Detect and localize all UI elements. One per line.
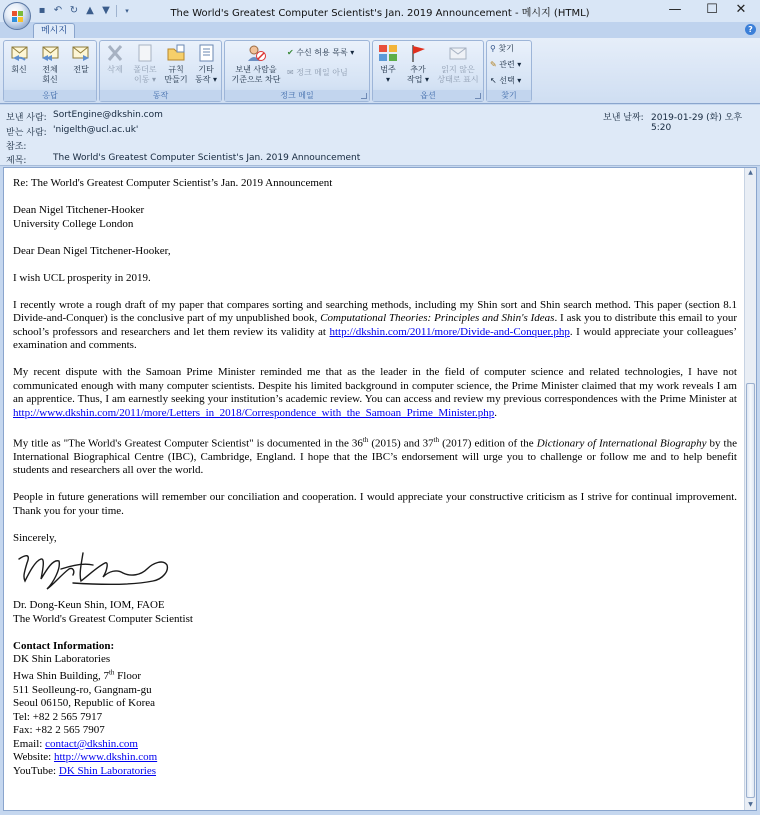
paragraph-2-text-a: I recently wrote a rough draft of my paper that compares sorting and searching methods, including my Shin sort and Shin search method. This paper (section 8.1 Divide-and-Conquer) is the conclusive part of my unpublished book, <box>13 298 737 324</box>
other-actions-button[interactable] <box>191 43 221 85</box>
ribbon-tab-row <box>0 22 760 38</box>
categorize-button[interactable] <box>375 43 401 85</box>
superscript-th-3: th <box>108 668 115 677</box>
paragraph-2-text-b: . I ask you to distribute this email to your school’s professors and researchers and let them review its validity at <box>13 312 737 338</box>
forward-icon <box>70 43 92 63</box>
recipient-name: Dean Nigel Titchener-Hooker <box>13 204 145 216</box>
move-to-folder-button[interactable] <box>130 43 160 85</box>
binoculars-icon: ⚲ <box>490 44 496 53</box>
divide-and-conquer-link[interactable]: http://dkshin.com/2011/more/Divide-and-Conquer.php <box>329 325 570 338</box>
group-find <box>486 40 532 102</box>
categorize-icon <box>377 43 399 63</box>
paragraph-2-text-c: . I would appreciate your colleagues’ examination and comments. <box>13 325 737 351</box>
related-button[interactable] <box>490 59 521 71</box>
tab-message[interactable]: 메시지 <box>33 23 75 39</box>
paragraph-3 <box>13 366 737 420</box>
recipient-block <box>13 204 737 231</box>
paragraph-5: People in future generations will remember our conciliation and cooperation. I would appreciate your constructive criticism as I strive for continual improvement. Thank you for your time. <box>13 491 737 517</box>
contact-fax: Fax: +82 2 565 7907 <box>13 724 105 737</box>
reply-button[interactable] <box>6 43 32 75</box>
other-actions-label-1: 기타 <box>198 65 214 74</box>
contact-building <box>13 670 141 682</box>
dictionary-title: Dictionary of International Biography <box>536 437 707 450</box>
re-line: Re: The World's Greatest Computer Scientist’s Jan. 2019 Announcement <box>13 177 333 189</box>
forward-button[interactable] <box>68 43 94 75</box>
message-body[interactable] <box>3 167 757 811</box>
related-label: 관련 ▾ <box>499 60 522 69</box>
contact-youtube-link[interactable]: DK Shin Laboratories <box>58 764 157 777</box>
paragraph-4-text-d: by the International Biographical Centre (IBC), Cambridge, England. I hope that the IBC’s endorsement will urge you to challenge or follow me and to help benefit students and researchers all over the world. <box>13 437 737 477</box>
paragraph-1: I wish UCL prosperity in 2019. <box>13 271 151 284</box>
block-sender-icon <box>245 43 267 63</box>
contact-youtube-label: YouTube: <box>13 764 59 777</box>
superscript-th-2: th <box>433 435 440 444</box>
undo-icon[interactable]: ↶ <box>53 5 63 16</box>
delete-label: 삭제 <box>107 65 123 74</box>
to-label: 받는 사람: <box>6 128 47 138</box>
paragraph-4-text-b: (2015) and 37 <box>368 437 434 450</box>
contact-website-label: Website: <box>13 751 54 764</box>
create-rule-label-2: 만들기 <box>164 75 188 84</box>
safe-list-label: 수신 허용 목록 ▾ <box>296 48 355 57</box>
contact-email-label: Email: <box>13 737 46 750</box>
reply-label: 회신 <box>11 65 27 74</box>
maximize-button[interactable]: ☐ <box>706 2 718 17</box>
group-junk-mail-label: 정크 메일 <box>225 90 369 101</box>
contact-org: DK Shin Laboratories <box>13 653 111 666</box>
signature-block <box>13 599 737 626</box>
paragraph-2 <box>13 299 737 353</box>
follow-up-button[interactable] <box>404 43 432 85</box>
group-respond <box>3 40 97 102</box>
title-bar <box>0 0 760 22</box>
block-sender-label-1: 보낸 사람을 <box>235 65 277 74</box>
subject-label: 제목: <box>6 156 27 166</box>
paragraph-4 <box>13 434 737 478</box>
next-item-icon[interactable]: ▼ <box>102 5 110 16</box>
group-actions-label: 동작 <box>100 90 221 101</box>
contact-website-link[interactable]: http://www.dkshin.com <box>53 751 158 764</box>
cc-label: 참조: <box>6 142 27 152</box>
scrollbar-thumb[interactable] <box>746 383 755 798</box>
create-rule-button[interactable] <box>162 43 190 85</box>
signature-name: Dr. Dong-Keun Shin, IOM, FAOE <box>13 599 165 612</box>
customize-qat-icon[interactable]: ▾ <box>125 7 129 15</box>
contact-city: Seoul 06150, Republic of Korea <box>13 697 156 710</box>
mark-unread-label-1: 읽지 않은 <box>441 65 475 74</box>
other-actions-label-2: 동작 ▾ <box>194 75 217 84</box>
message-content <box>13 177 737 778</box>
scroll-up-icon[interactable]: ▲ <box>748 169 753 176</box>
contact-tel: Tel: +82 2 565 7917 <box>13 710 103 723</box>
select-cursor-icon: ↖ <box>490 76 497 85</box>
reply-all-button[interactable] <box>36 43 64 85</box>
contact-email-link[interactable]: contact@dkshin.com <box>45 737 138 750</box>
sent-value: 2019-01-29 (화) 오후 5:20 <box>651 113 743 133</box>
related-icon: ✎ <box>490 60 497 69</box>
salutation: Dear Dean Nigel Titchener-Hooker, <box>13 244 171 257</box>
not-junk-label: 정크 메일 아님 <box>296 68 348 77</box>
contact-building-a: Hwa Shin Building, 7 <box>13 670 109 683</box>
block-sender-button[interactable] <box>227 43 285 85</box>
contact-heading: Contact Information: <box>13 639 115 652</box>
follow-up-label-2: 작업 ▾ <box>406 75 429 84</box>
reply-all-label-2: 회신 <box>42 75 58 84</box>
categorize-label-1: 범주 <box>380 65 396 74</box>
to-value[interactable]: 'nigelth@ucl.ac.uk' <box>53 125 139 135</box>
mark-unread-label-2: 상태로 표시 <box>437 75 479 84</box>
contact-building-b: Floor <box>114 670 141 683</box>
office-button[interactable] <box>3 2 31 30</box>
group-junk-mail <box>224 40 370 102</box>
office-logo-icon <box>12 11 24 22</box>
paragraph-4-text-a: My title as "The World's Greatest Computer Scientist" is documented in the 36 <box>13 437 363 450</box>
close-button[interactable]: ✕ <box>735 2 747 17</box>
group-respond-label: 응답 <box>4 90 96 101</box>
minimize-button[interactable]: — <box>668 2 682 17</box>
group-find-label: 찾기 <box>487 90 531 101</box>
save-icon[interactable]: ▪ <box>38 5 46 16</box>
scroll-down-icon[interactable]: ▼ <box>748 801 753 808</box>
follow-up-label-1: 추가 <box>410 65 426 74</box>
delete-icon <box>104 43 126 63</box>
group-options-label: 옵션 <box>373 90 483 101</box>
group-options <box>372 40 484 102</box>
signature-title: The World's Greatest Computer Scientist <box>13 612 193 625</box>
move-to-folder-icon <box>134 43 156 63</box>
message-header <box>0 105 760 166</box>
move-to-folder-label-2: 이동 ▾ <box>133 75 156 84</box>
reply-all-icon <box>39 43 61 63</box>
delete-button[interactable] <box>102 43 128 75</box>
from-label: 보낸 사람: <box>6 113 47 123</box>
help-icon[interactable]: ? <box>745 24 756 35</box>
flag-icon <box>407 43 429 63</box>
mark-unread-button[interactable] <box>435 43 481 85</box>
reply-icon <box>8 43 30 63</box>
select-button[interactable] <box>490 75 521 87</box>
window-title: The World's Greatest Computer Scientist's Jan. 2019 Announcement - 메시지 (HTML) <box>170 8 590 19</box>
closing: Sincerely, <box>13 531 57 544</box>
block-sender-label-2: 기준으로 차단 <box>231 75 281 84</box>
mark-unread-icon <box>447 43 469 63</box>
correspondence-link[interactable]: http://www.dkshin.com/2011/more/Letters_in_2018/Correspondence_with_the_Samoan_Prime_Minister.php <box>13 406 495 419</box>
paragraph-3-text-b: . <box>494 406 498 419</box>
other-actions-icon <box>195 43 217 63</box>
subject-value: The World's Greatest Computer Scientist's Jan. 2019 Announcement <box>53 153 361 163</box>
forward-label: 전달 <box>73 65 89 74</box>
signature-image <box>13 545 737 597</box>
from-value[interactable]: SortEngine@dkshin.com <box>53 110 163 120</box>
rule-icon <box>165 43 187 63</box>
ribbon <box>0 38 760 104</box>
junk-dialog-launcher-icon[interactable] <box>361 93 367 99</box>
find-button[interactable] <box>490 43 514 55</box>
group-actions <box>99 40 222 102</box>
create-rule-label-1: 규칙 <box>168 65 184 74</box>
categorize-label-2: ▾ <box>385 75 390 84</box>
move-to-folder-label-1: 폴더로 <box>133 65 157 74</box>
contact-block <box>13 640 737 779</box>
paragraph-4-text-c: (2017) edition of the <box>439 437 537 450</box>
not-junk-button[interactable] <box>287 67 348 79</box>
sent-label: 보낸 날짜: <box>603 113 644 123</box>
safe-list-button[interactable] <box>287 47 354 59</box>
superscript-th-1: th <box>362 435 369 444</box>
reply-all-label-1: 전체 <box>42 65 58 74</box>
safe-list-icon: ✔ <box>287 48 294 57</box>
book-title: Computational Theories: Principles and Shin's Ideas <box>320 312 555 324</box>
vertical-scrollbar[interactable] <box>744 168 756 810</box>
recipient-org: University College London <box>13 217 134 230</box>
not-junk-icon: ✉ <box>287 68 294 77</box>
find-label: 찾기 <box>498 44 514 53</box>
previous-item-icon[interactable]: ▲ <box>86 5 94 16</box>
contact-street: 511 Seolleung-ro, Gangnam-gu <box>13 683 152 696</box>
paragraph-3-text-a: My recent dispute with the Samoan Prime Minister reminded me that as the leader in the field of computer science and related technologies, I have not communicated enough with many computer scientists. Despite his limited background in computer science, the Prime Minister claimed that my work reveals I am an apprentice. Thus, I am earnestly seeking your institution’s academic review. You can access and review my previous correspondences with the Prime Minister at <box>13 366 737 405</box>
redo-icon[interactable]: ↻ <box>69 5 79 16</box>
select-label: 선택 ▾ <box>499 76 522 85</box>
options-dialog-launcher-icon[interactable] <box>475 93 481 99</box>
